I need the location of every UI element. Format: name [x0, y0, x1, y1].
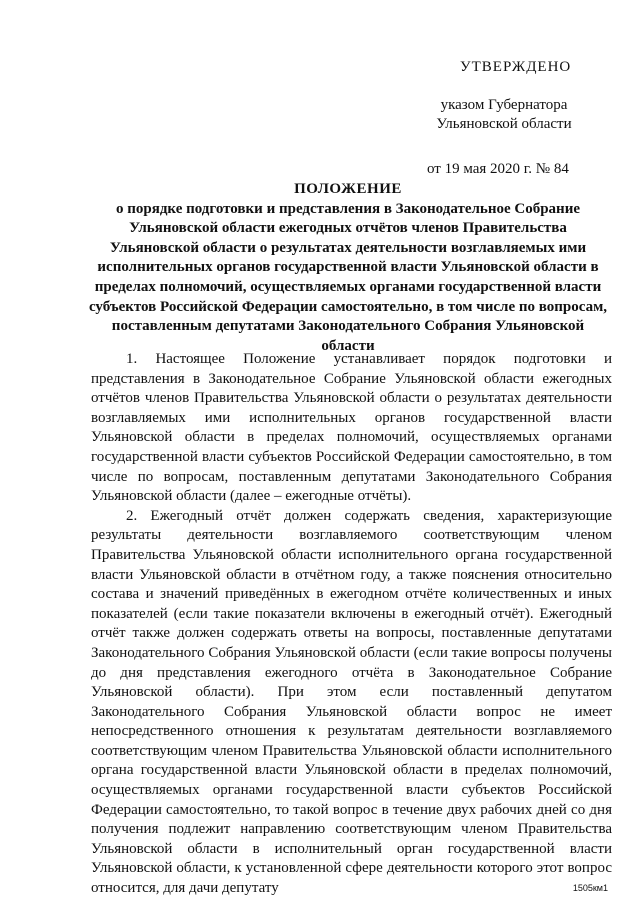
decree-line-2: Ульяновской области: [436, 116, 572, 132]
approval-decree: [436, 96, 572, 134]
title-block: [88, 180, 608, 356]
document-title: ПОЛОЖЕНИЕ: [294, 181, 402, 197]
document-body: [91, 350, 612, 899]
approval-date: от 19 мая 2020 г. № 84: [427, 161, 569, 177]
document-subtitle: о порядке подготовки и представления в Законодательное Собрание Ульяновской области ежегодных отчётов членов Правительства Ульяновской области о результатах деятельности возглавляемых ими исполнительных органов государственной власти Ульяновской области в пределах полномочий, осуществляемых органами государственной власти субъектов Российской Федерации самостоятельно, в том числе по вопросам, поставленным депутатами Законодательного Собрания Ульяновской области: [88, 200, 608, 354]
paragraph-1: 1. Настоящее Положение устанавливает порядок подготовки и представления в Законодательное Собрание Ульяновской области ежегодных отчётов членов Правительства Ульяновской области о результатах деятельности возглавляемых ими исполнительных органов государственной власти Ульяновской области в пределах полномочий, осуществляемых органами государственной власти субъектов Российской Федерации самостоятельно, в том числе по вопросам, поставленным депутатами Законодательного Собрания Ульяновской области (далее – ежегодные отчёты).: [91, 351, 612, 505]
approval-stamp: УТВЕРЖДЕНО: [460, 59, 572, 75]
footer-code: 1505км1: [572, 883, 608, 893]
decree-line-1: указом Губернатора: [440, 97, 568, 113]
paragraph-2: 2. Ежегодный отчёт должен содержать сведения, характеризующие результаты деятельности возглавляемого соответствующим членом Правительства Ульяновской области исполнительного органа государственной власти Ульяновской области в отчётном году, а также пояснения относительно состава и значений приведённых в ежегодном отчёте количественных и иных показателей (если такие показатели включены в ежегодный отчёт). Ежегодный отчёт также должен содержать ответы на вопросы, поставленные депутатами Законодательного Собрания Ульяновской области (если такие вопросы получены до дня представления ежегодного отчёта в Законодательное Собрание Ульяновской области). При этом если поставленный депутатом Законодательного Собрания Ульяновской области вопрос не имеет непосредственного отношения к результатам деятельности возглавляемого соответствующим членом Правительства Ульяновской области исполнительного органа государственной власти Ульяновской области в пределах полномочий, осуществляемых органами государственной власти субъектов Российской Федерации самостоятельно, то такой вопрос в течение двух рабочих дней со дня получения подлежит направлению соответствующим членом Правительства Ульяновской области в исполнительный орган государственной власти Ульяновской области, к установленной сфере деятельности которого этот вопрос относится, для дачи депутату: [91, 507, 612, 897]
